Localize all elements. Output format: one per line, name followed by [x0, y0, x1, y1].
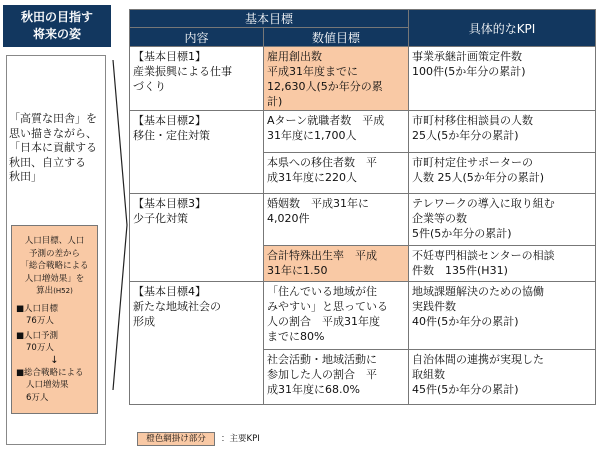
population-target [16, 303, 93, 328]
goal-2a-numeric: Aターン就職者数 平成 31年度に1,700人 [264, 111, 409, 153]
goal-4a-kpi: 地域課題解決のための協働 実践件数 40件(5か年分の累計) [409, 282, 596, 350]
population-effect-value: 6万人 [26, 392, 49, 403]
goal-3a-kpi: テレワークの導入に取り組む 企業等の数 5件(5か年分の累計) [409, 194, 596, 246]
goal-1-kpi: 事業承継計画策定件数 100件(5か年分の累計) [409, 47, 596, 111]
header-content: 内容 [130, 28, 264, 47]
population-target-value: 76万人 [26, 316, 54, 326]
header-numeric-target: 数値目標 [264, 28, 409, 47]
population-intro-note: (H52) [53, 287, 73, 295]
goal-4-content: 【基本目標4】 新たな地域社会の 形成 [130, 282, 264, 405]
down-arrow-icon: ↓ [50, 354, 59, 366]
goals-table [129, 9, 595, 405]
goal-2b-kpi: 市町村定住サポーターの 人数 25人(5か年分の累計) [409, 153, 596, 194]
legend-swatch: 橙色網掛け部分 [137, 432, 215, 446]
population-effect-label: ■総合戦略による [16, 367, 84, 378]
population-forecast [16, 330, 93, 355]
table-row [130, 282, 596, 350]
chevron-right-icon [111, 60, 129, 390]
header-basic-goals: 基本目標 [130, 10, 409, 28]
goal-2b-numeric: 本県への移住者数 平 成31年度に220人 [264, 153, 409, 194]
population-effect-label-2: 人口増効果 [26, 380, 69, 390]
goal-3-content: 【基本目標3】 少子化対策 [130, 194, 264, 282]
vision-heading: 秋田の目指す 将来の姿 [3, 5, 111, 47]
legend-text: ：主要KPI [221, 434, 260, 444]
population-intro: 人口目標、人口 予測の差から 「総合戦略による 人口増効果」を 算出(H52) [20, 236, 89, 296]
header-kpi: 具体的なKPI [409, 10, 596, 47]
table-row [130, 111, 596, 153]
goal-4b-kpi: 自治体間の連携が実現した 取組数 45件(5か年分の累計) [409, 350, 596, 405]
population-target-label: ■人口目標 [16, 303, 59, 314]
population-effect [16, 367, 93, 405]
table-row [130, 194, 596, 246]
vision-statement: 「高質な田舎」を 思い描きながら、 「日本に貢献する 秋田、自立する 秋田」 [9, 112, 97, 183]
population-forecast-value: 70万人 [26, 343, 54, 353]
goal-3b-numeric: 合計特殊出生率 平成 31年に1.50 [264, 246, 409, 282]
table-row [130, 47, 596, 111]
goal-4a-numeric: 「住んでいる地域が住 みやすい」と思っている 人の割合 平成31年度 までに80% [264, 282, 409, 350]
goal-2-content: 【基本目標2】 移住・定住対策 [130, 111, 264, 194]
goal-2a-kpi: 市町村移住相談員の人数 25人(5か年分の累計) [409, 111, 596, 153]
goal-3a-numeric: 婚姻数 平成31年に 4,020件 [264, 194, 409, 246]
population-effect-box [11, 225, 98, 414]
goal-3b-kpi: 不妊専門相談センターの相談 件数 135件(H31) [409, 246, 596, 282]
population-forecast-label: ■人口予測 [16, 330, 59, 341]
goal-4b-numeric: 社会活動・地域活動に 参加した人の割合 平 成31年度に68.0% [264, 350, 409, 405]
goal-1-numeric: 雇用創出数 平成31年度までに 12,630人(5か年分の累 計) [264, 47, 409, 111]
goal-1-content: 【基本目標1】 産業振興による仕事 づくり [130, 47, 264, 111]
